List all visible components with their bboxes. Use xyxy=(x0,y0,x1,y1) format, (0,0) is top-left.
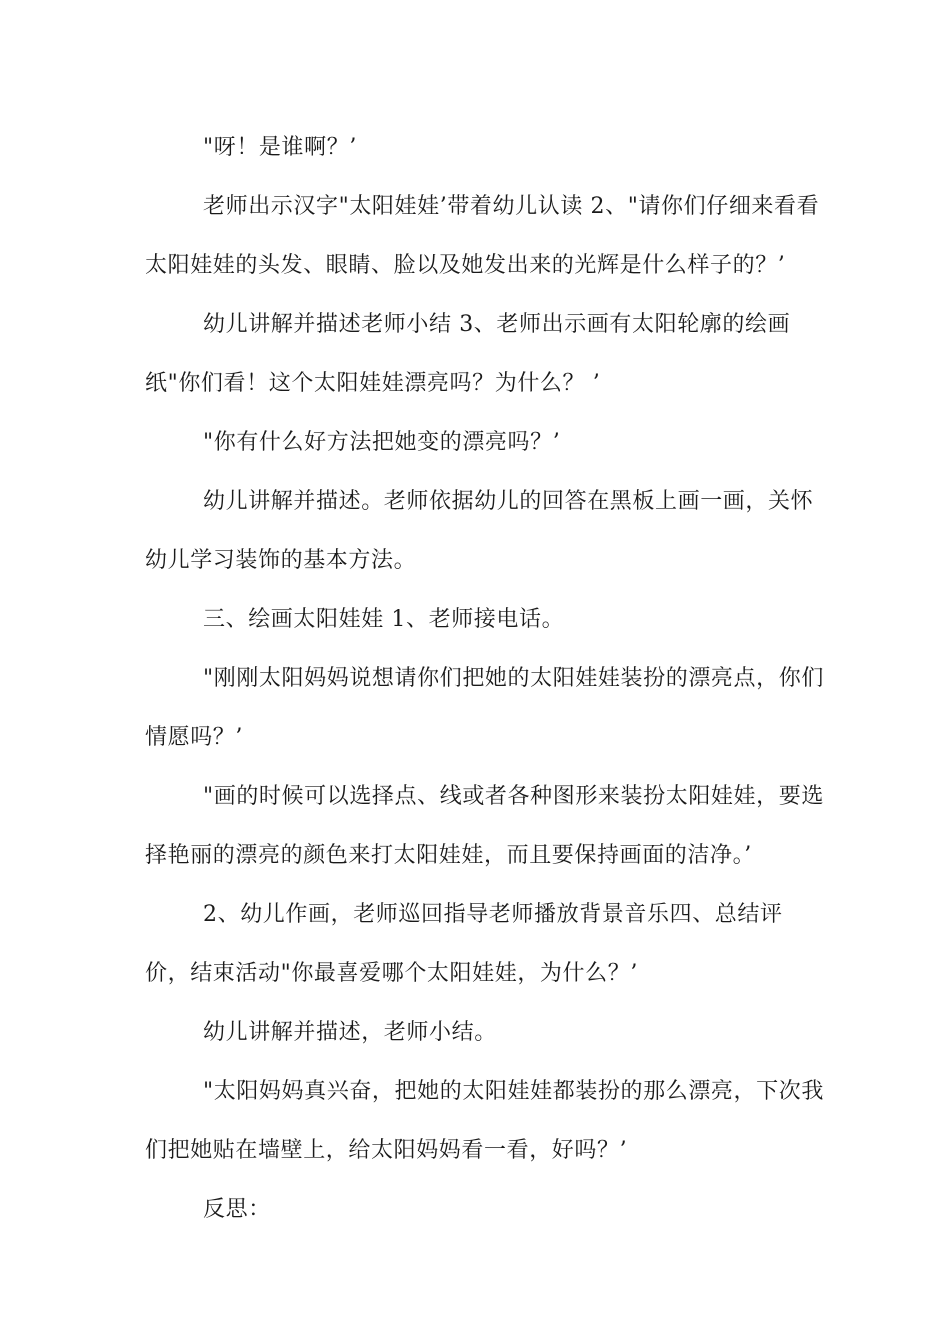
document-body xyxy=(145,118,825,1239)
paragraph: "太阳妈妈真兴奋，把她的太阳娃娃都装扮的那么漂亮，下次我们把她贴在墙壁上，给太阳妈妈看一看，好吗？’ xyxy=(145,1079,824,1163)
paragraph: "呀！是谁啊？’ xyxy=(203,135,357,160)
paragraph: 2、幼儿作画，老师巡回指导老师播放背景音乐四、总结评价，结束活动"你最喜爱哪个太阳娃娃，为什么？’ xyxy=(145,902,783,986)
paragraph: 幼儿讲解并描述老师小结 3、老师出示画有太阳轮廓的绘画纸"你们看！这个太阳娃娃漂亮吗？为什么？ ’ xyxy=(145,312,791,396)
paragraph: 三、绘画太阳娃娃 1、老师接电话。 xyxy=(203,607,565,632)
paragraph: "你有什么好方法把她变的漂亮吗？’ xyxy=(203,430,561,455)
paragraph: 老师出示汉字"太阳娃娃’带着幼儿认读 2、"请你们仔细来看看太阳娃娃的头发、眼睛、脸以及她发出来的光辉是什么样子的？’ xyxy=(145,194,820,278)
paragraph: 幼儿讲解并描述，老师小结。 xyxy=(203,1020,497,1045)
paragraph: 反思： xyxy=(203,1197,271,1222)
paragraph: "刚刚太阳妈妈说想请你们把她的太阳娃娃装扮的漂亮点，你们情愿吗？’ xyxy=(145,666,824,750)
paragraph: "画的时候可以选择点、线或者各种图形来装扮太阳娃娃，要选择艳丽的漂亮的颜色来打太阳娃娃，而且要保持画面的洁净。’ xyxy=(145,784,824,868)
paragraph: 幼儿讲解并描述。老师依据幼儿的回答在黑板上画一画，关怀幼儿学习装饰的基本方法。 xyxy=(145,489,814,573)
